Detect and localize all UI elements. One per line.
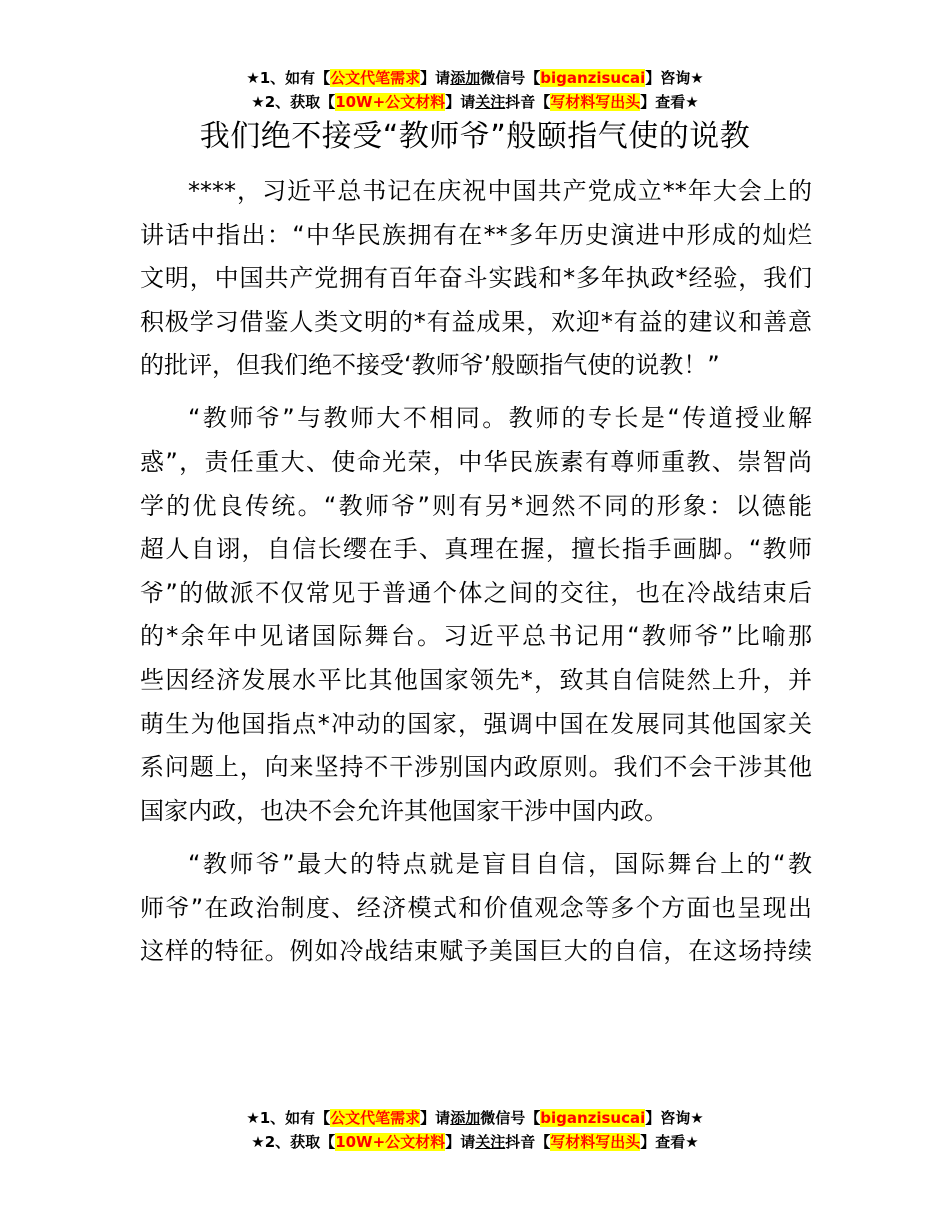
document-body (140, 170, 812, 983)
highlight-materials-text: 10W+公文材料 (335, 93, 446, 111)
header-notice-line-2: ★2、获取【10W+公文材料】请关注抖音【写材料写出头】查看★ (251, 93, 699, 111)
header-notice (0, 66, 950, 114)
footer-notice-line-2: ★2、获取【10W+公文材料】请关注抖音【写材料写出头】查看★ (251, 1133, 699, 1151)
text-line: 国家内政，也决不会允许其他国家干涉中国内政。 (140, 796, 668, 825)
text-line: 文明，中国共产党拥有百年奋斗实践和*多年执政*经验，我们 (140, 264, 812, 293)
text-line: 师爷”在政治制度、经济模式和价值观念等多个方面也呈现出 (140, 893, 812, 922)
wechat-id-text: biganzisucai (540, 1109, 646, 1127)
highlight-service-text: 公文代笔需求 (330, 1109, 421, 1127)
header-notice-line-1: ★1、如有【公文代笔需求】请添加微信号【biganzisucai】咨询★ (246, 69, 704, 87)
text-line: 惑”，责任重大、使命光荣，中华民族素有尊师重教、崇智尚 (140, 448, 812, 477)
text-line: 这样的特征。例如冷战结束赋予美国巨大的自信，在这场持续 (140, 937, 812, 966)
highlight-materials-text: 10W+公文材料 (335, 1133, 446, 1151)
highlight-service-text: 公文代笔需求 (330, 69, 421, 87)
text-line: 积极学习借鉴人类文明的*有益成果，欢迎*有益的建议和善意 (140, 307, 812, 336)
wechat-id-text: biganzisucai (540, 69, 646, 87)
text-line: 超人自诩，自信长缨在手、真理在握，擅长指手画脚。“教师 (140, 535, 812, 564)
text-line: 学的优良传统。“教师爷”则有另*迥然不同的形象：以德能 (140, 491, 812, 520)
douyin-account-text: 写材料写出头 (550, 1133, 641, 1151)
paragraph-2 (140, 397, 812, 833)
text-line: “教师爷”最大的特点就是盲目自信，国际舞台上的“教 (188, 849, 812, 878)
text-line: 些因经济发展水平比其他国家领先*，致其自信陡然上升，并 (140, 666, 812, 695)
document-title: 我们绝不接受“教师爷”般颐指气使的说教 (199, 119, 751, 154)
text-line: ****，习近平总书记在庆祝中国共产党成立**年大会上的 (188, 177, 812, 205)
text-line: 爷”的做派不仅常见于普通个体之间的交往，也在冷战结束后 (140, 578, 812, 607)
paragraph-3 (140, 843, 812, 974)
text-line: 讲话中指出：“中华民族拥有在**多年历史演进中形成的灿烂 (140, 220, 812, 249)
footer-notice-line-1: ★1、如有【公文代笔需求】请添加微信号【biganzisucai】咨询★ (246, 1109, 704, 1127)
text-line: 的*余年中见诸国际舞台。习近平总书记用“教师爷”比喻那 (140, 622, 812, 651)
douyin-account-text: 写材料写出头 (550, 93, 641, 111)
footer-notice (0, 1106, 950, 1154)
text-line: 的批评，但我们绝不接受‘教师爷’般颐指气使的说教！” (140, 351, 720, 380)
text-line: 系问题上，向来坚持不干涉别国内政原则。我们不会干涉其他 (140, 753, 812, 782)
text-line: 萌生为他国指点*冲动的国家，强调中国在发展同其他国家关 (140, 709, 812, 738)
text-line: “教师爷”与教师大不相同。教师的专长是“传道授业解 (188, 404, 812, 433)
paragraph-1 (140, 170, 812, 388)
